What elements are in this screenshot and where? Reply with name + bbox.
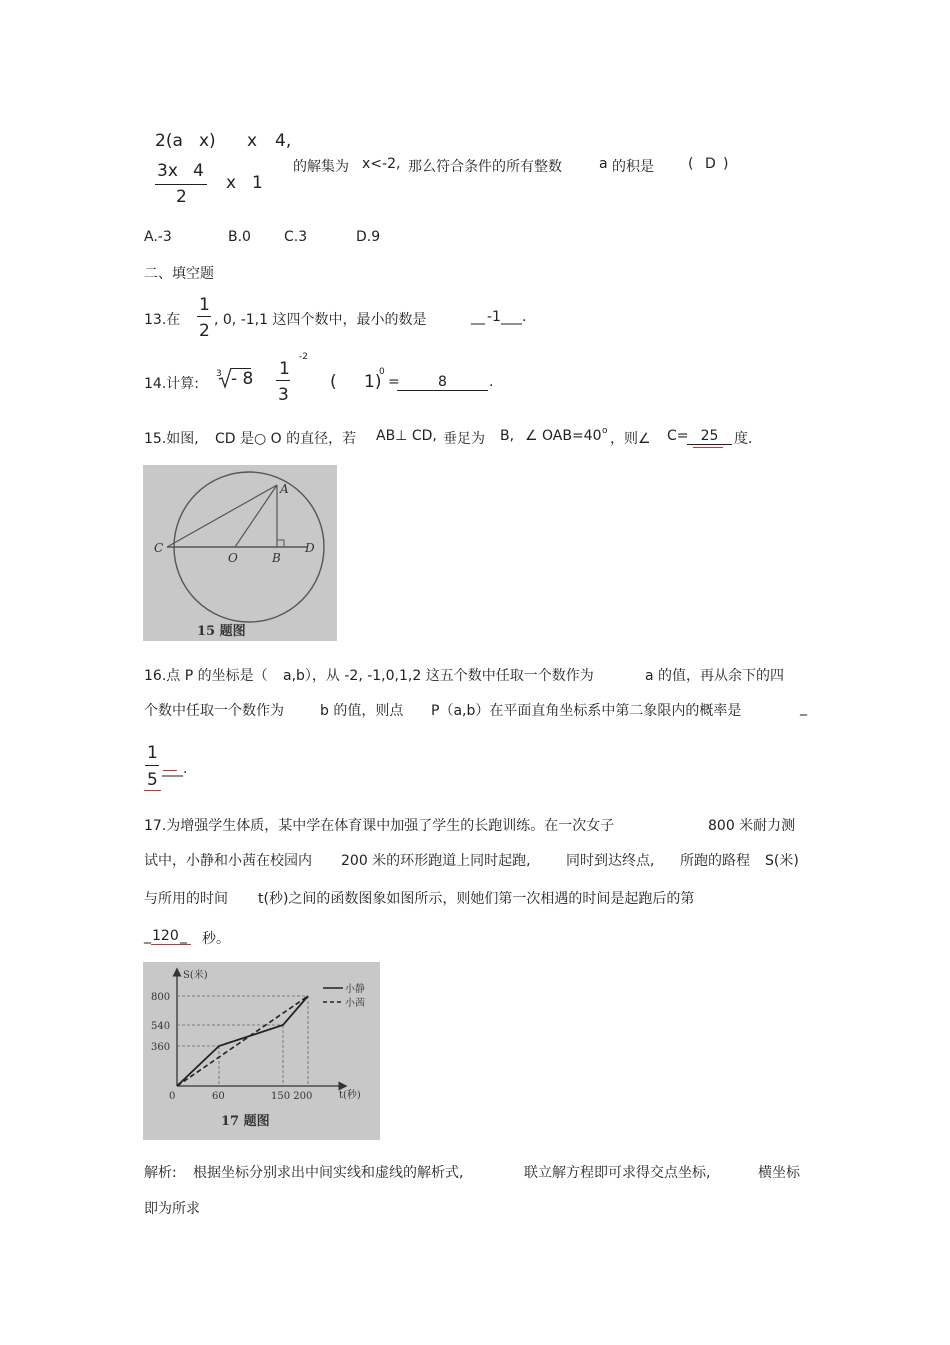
q15-t3: 垂足为	[443, 431, 485, 447]
q12-option-d: D.9	[356, 229, 381, 245]
q14-tail: .	[489, 374, 494, 390]
q17-line2-e: S(米)	[765, 853, 799, 869]
x-tick-0: 0	[169, 1091, 176, 1102]
q12-text3: 的积是	[612, 159, 654, 175]
q16-line2-c: P（a,b）在平面直角坐标系中第二象限内的概率是	[431, 703, 742, 719]
q12-ineq1-b: x)	[199, 131, 216, 151]
q12-fraction-bar	[155, 184, 207, 185]
analysis-label: 解析:	[144, 1165, 177, 1181]
q17-line2-d: 所跑的路程	[680, 853, 750, 869]
q12-num-b: 4	[193, 161, 204, 181]
q12-den: 2	[176, 187, 187, 207]
q16-line1-c: a 的值，再从余下的四	[645, 668, 785, 684]
q17-line3-a: 与所用的时间	[144, 891, 228, 907]
label-o: O	[228, 551, 238, 565]
x-tick-150-200: 150 200	[271, 1091, 313, 1102]
q15-t1: CD 是○ O 的直径，若	[215, 431, 357, 447]
y-tick-360: 360	[151, 1042, 171, 1053]
q13-frac-den: 2	[199, 321, 210, 341]
q17-line2-c: 同时到达终点,	[566, 853, 655, 869]
q14-eq: =	[388, 374, 400, 390]
q14-paren-open: (	[330, 372, 337, 392]
q14-paren-one: 1)	[364, 372, 382, 392]
section-title: 二、填空题	[144, 266, 214, 282]
q15-figure	[143, 465, 337, 641]
q13-fraction-bar	[197, 316, 211, 317]
y-tick-800: 800	[151, 992, 171, 1003]
q12-paren-open: (	[688, 156, 694, 172]
analysis-t2: 联立解方程即可求得交点坐标,	[524, 1165, 711, 1181]
circle-diagram	[143, 465, 337, 641]
label-d: D	[305, 541, 315, 555]
q15-red-mark	[693, 447, 723, 448]
legend-dashed: 小茜	[345, 998, 365, 1009]
label-a: A	[280, 482, 289, 496]
q12-text2: 那么符合条件的所有整数	[408, 159, 562, 175]
x-axis-label: t(秒)	[339, 1090, 361, 1101]
q15-answer: 25	[687, 428, 732, 445]
q13-blank-post: ___.	[501, 309, 527, 325]
q16-red-mark-1	[163, 770, 177, 771]
q16-tail: ___.	[162, 761, 188, 777]
q12-answer: D	[705, 156, 716, 172]
q14-frac-den: 3	[278, 385, 289, 405]
q15-t5: ∠ OAB=40	[525, 428, 602, 444]
series-dashed	[177, 996, 308, 1086]
q13-prefix: 13.在	[144, 312, 181, 328]
q17-line1-b: 800 米耐力测	[708, 818, 796, 834]
q12-option-a: A.-3	[144, 229, 172, 245]
q16-line1-b: a,b），从 -2, -1,0,1,2 这五个数中任取一个数作为	[283, 668, 594, 684]
analysis-t1: 根据坐标分别求出中间实线和虚线的解析式,	[193, 1165, 464, 1181]
q14-exp: -2	[299, 352, 308, 362]
legend-solid: 小静	[345, 984, 365, 995]
q13-answer: -1	[487, 309, 501, 325]
q17-unit: 秒。	[202, 931, 230, 947]
q17-answer-post: _	[180, 928, 187, 944]
q12-num-a: 3x	[157, 161, 178, 181]
q17-line1-a: 17.为增强学生体质，某中学在体育课中加强了学生的长跑训练。在一次女子	[144, 818, 615, 834]
analysis-line2: 即为所求	[144, 1201, 200, 1217]
q15-unit: 度.	[734, 431, 753, 447]
q12-ineq1-a: 2(a	[155, 131, 183, 151]
q17-caption: 17 题图	[221, 1114, 270, 1129]
q13-blank-pre: __	[471, 309, 485, 325]
q16-line2-b: b 的值，则点	[320, 703, 404, 719]
y-tick-540: 540	[151, 1021, 171, 1032]
q17-red-mark	[151, 944, 191, 945]
q16-line2-a: 个数中任取一个数作为	[144, 703, 284, 719]
q17-figure	[143, 962, 380, 1140]
analysis-t3: 横坐标	[758, 1165, 800, 1181]
q15-t4: B,	[500, 428, 515, 444]
q15-t7: C=	[667, 428, 689, 444]
label-b: B	[272, 551, 281, 565]
q12-cond: x<-2,	[362, 156, 401, 172]
q12-ineq1-c: x	[247, 131, 258, 151]
q14-prefix: 14.计算:	[144, 376, 199, 392]
series-solid	[177, 996, 308, 1086]
q16-red-mark-2	[144, 790, 161, 791]
q12-paren-close: )	[723, 156, 729, 172]
q14-root-index: 3	[216, 369, 222, 379]
q12-option-b: B.0	[228, 229, 251, 245]
q14-fraction-bar	[276, 380, 290, 381]
q15-t2: AB⊥ CD,	[376, 428, 437, 444]
y-axis-label: S(米)	[183, 970, 208, 981]
q12-var: a	[599, 156, 608, 172]
q14-frac-num: 1	[279, 359, 290, 379]
q16-line2-d: _	[800, 700, 807, 716]
q17-line2-a: 试中，小静和小茜在校园内	[144, 853, 312, 869]
distance-time-graph	[143, 962, 380, 1140]
q17-answer: 120	[152, 928, 179, 944]
q13-frac-num: 1	[199, 295, 210, 315]
q17-line2-b: 200 米的环形跑道上同时起跑,	[341, 853, 531, 869]
q16-line1-a: 16.点 P 的坐标是（	[144, 668, 268, 684]
q14-exp0: 0	[379, 367, 385, 377]
q12-option-c: C.3	[284, 229, 308, 245]
q16-fraction-bar	[145, 765, 159, 766]
q15-degree: o	[602, 426, 608, 436]
q12-text: 的解集为	[293, 159, 349, 175]
q16-frac-den: 5	[147, 770, 158, 790]
q15-prefix: 15.如图,	[144, 431, 199, 447]
q14-radicand: - 8	[231, 369, 254, 389]
q12-ineq1-d: 4,	[275, 131, 292, 151]
q17-answer-pre: _	[144, 928, 151, 944]
label-c: C	[154, 541, 164, 555]
x-tick-60: 60	[212, 1091, 225, 1102]
q16-frac-num: 1	[147, 743, 158, 763]
q17-line3-b: t(秒)之间的函数图象如图所示，则她们第一次相遇的时间是起跑后的第	[258, 891, 695, 907]
q12-one: 1	[252, 173, 263, 193]
q15-t6: ，则∠	[610, 431, 651, 447]
q14-answer: 8	[397, 374, 488, 391]
radical-sign-icon	[218, 367, 232, 389]
q13-rest: , 0, -1,1 这四个数中，最小的数是	[214, 312, 427, 328]
q12-x: x	[226, 173, 237, 193]
q15-caption: 15 题图	[197, 624, 246, 639]
